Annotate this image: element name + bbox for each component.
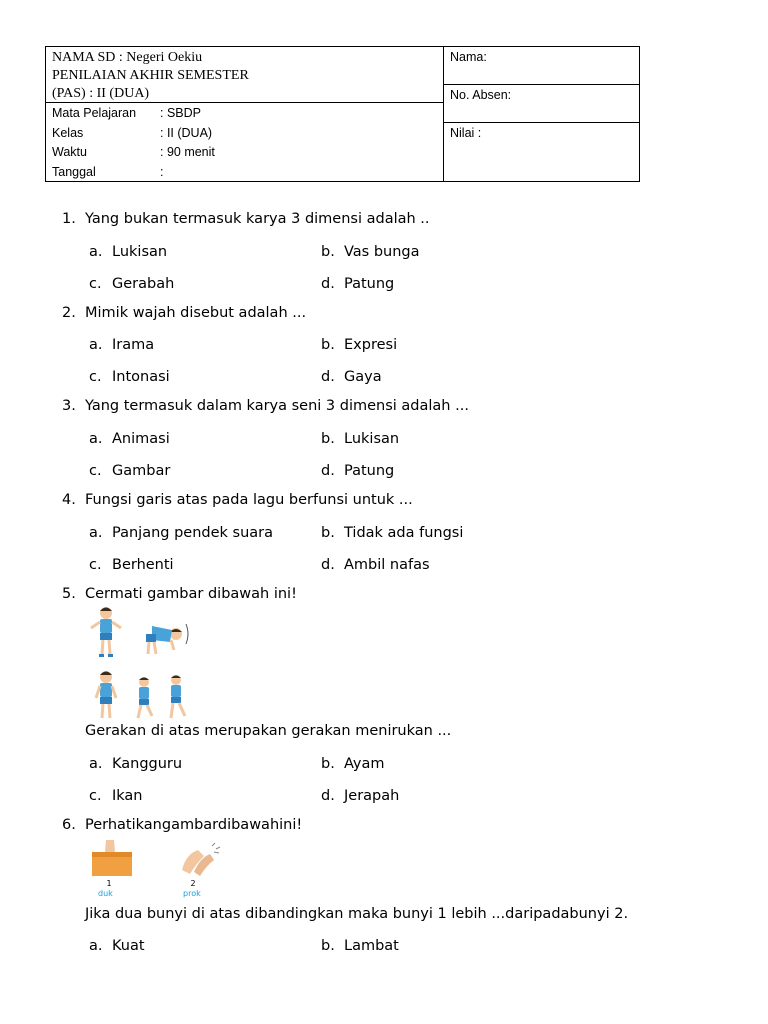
question-6-followup: Jika dua bunyi di atas dibandingkan maka bunyi 1 lebih ...daripadabunyi 2. — [85, 906, 629, 922]
child-figure — [96, 671, 116, 718]
child-figure — [171, 675, 185, 718]
header-table — [45, 46, 640, 182]
child-movement-illustration-bottom — [86, 668, 196, 724]
nama-field[interactable]: Nama: — [444, 47, 639, 85]
box-tap-icon — [88, 838, 136, 878]
child-figure — [146, 624, 188, 654]
header-right — [444, 47, 639, 181]
absen-field[interactable]: No. Absen: — [444, 85, 639, 123]
school-block — [46, 47, 443, 103]
exam-subtitle: (PAS) : II (DUA) — [52, 86, 150, 101]
child-figure — [138, 677, 152, 718]
header-left — [46, 47, 444, 181]
caption-word: prok — [183, 889, 201, 898]
info-row: Mata Pelajaran : SBDP — [52, 106, 201, 120]
caption-word: duk — [98, 889, 113, 898]
caption-number: 2 — [190, 879, 196, 888]
nilai-field[interactable]: Nilai : — [450, 126, 482, 140]
info-block — [46, 104, 443, 182]
caption-number: 1 — [106, 879, 112, 888]
school-name: NAMA SD : Negeri Oekiu — [52, 50, 203, 65]
child-movement-illustration-top — [86, 604, 196, 660]
child-figure — [91, 607, 121, 657]
clapping-hands-icon — [176, 840, 224, 878]
question-5-followup: Gerakan di atas merupakan gerakan menirukan ... — [85, 723, 452, 739]
exam-title: PENILAIAN AKHIR SEMESTER — [52, 68, 249, 83]
info-row: Kelas : II (DUA) — [52, 125, 213, 140]
info-row: Waktu : 90 menit — [52, 145, 215, 159]
info-row: Tanggal : — [52, 164, 164, 179]
